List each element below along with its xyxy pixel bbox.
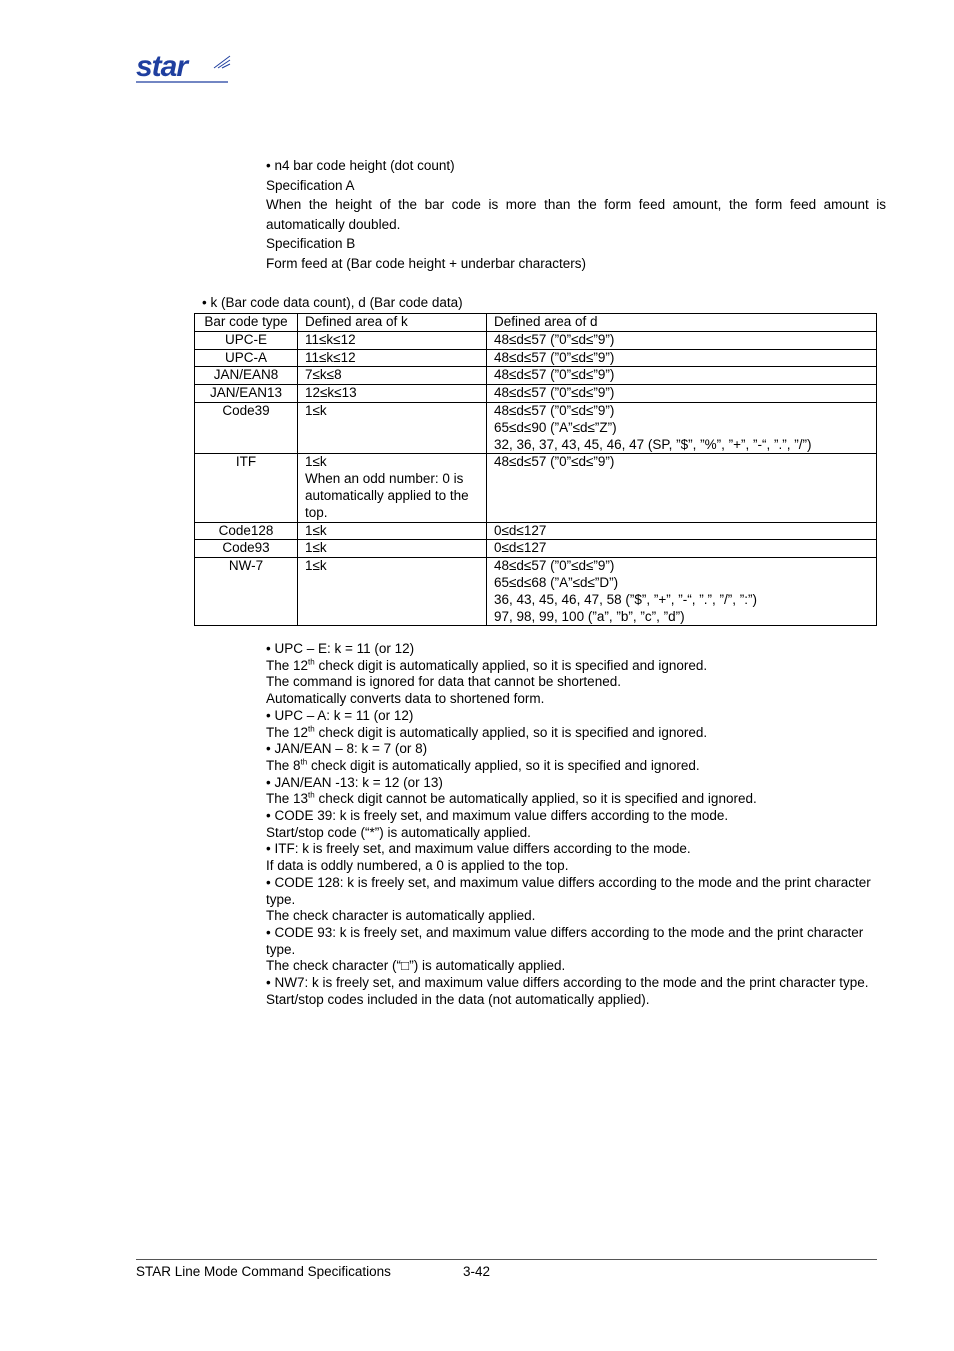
cell-defined-d: [487, 385, 877, 403]
bar-code-table: [194, 313, 877, 626]
cell-line: 65≤d≤68 (”A”≤d≤”D”): [494, 574, 619, 590]
note-text: • CODE 93: k is freely set, and maximum value differs according to the mode and the print character type.: [266, 924, 864, 957]
cell-bar-code-type: JAN/EAN8: [195, 367, 298, 385]
cell-defined-d: [487, 540, 877, 558]
cell-bar-code-type: UPC-A: [195, 349, 298, 367]
spec-a-text: When the height of the bar code is more than the form feed amount, the form feed amount is automatically doubled.: [266, 197, 886, 232]
note-line: [266, 775, 881, 792]
table-row: [195, 558, 877, 626]
note-text-cont: check digit is automatically applied, so it is specified and ignored.: [314, 657, 708, 673]
cell-line: When an odd number: 0 is automatically applied to the top.: [305, 471, 469, 520]
note-text: The check character is automatically applied.: [266, 908, 536, 924]
note-text: • JAN/EAN – 8: k = 7 (or 8): [266, 741, 428, 757]
n4-spec-block: [266, 156, 886, 274]
note-line: [266, 841, 881, 858]
note-text: Start/stop codes included in the data (not automatically applied).: [266, 991, 650, 1007]
cell-bar-code-type: UPC-E: [195, 331, 298, 349]
cell-defined-k: [298, 367, 487, 385]
header-defined-k: Defined area of k: [298, 314, 487, 332]
cell-defined-k: [298, 540, 487, 558]
note-text: If data is oddly numbered, a 0 is applied to the top.: [266, 858, 569, 874]
table-row: [195, 367, 877, 385]
note-line: [266, 992, 881, 1009]
note-line: [266, 791, 881, 808]
note-line: [266, 925, 881, 958]
note-text: The 13: [266, 791, 309, 807]
table-row: [195, 454, 877, 522]
cell-line: 12≤k≤13: [305, 385, 357, 401]
note-text-cont: check digit is automatically applied, so it is specified and ignored.: [307, 757, 700, 773]
cell-line: 48≤d≤57 (”0”≤d≤”9”): [494, 331, 615, 347]
note-text: The 12: [266, 657, 309, 673]
cell-line: 1≤k: [305, 402, 327, 418]
cell-line: 97, 98, 99, 100 (”a”, ”b”, ”c”, ”d”): [494, 608, 685, 624]
cell-defined-d: [487, 367, 877, 385]
ordinal-suffix: th: [308, 790, 315, 800]
notes-block: [266, 641, 881, 1008]
table-header-row: [195, 314, 877, 332]
table-row: [195, 385, 877, 403]
cell-bar-code-type: ITF: [195, 454, 298, 522]
note-text: • CODE 128: k is freely set, and maximum value differs according to the mode and the print character type.: [266, 874, 871, 907]
table-row: [195, 349, 877, 367]
cell-line: 48≤d≤57 (”0”≤d≤”9”): [494, 402, 615, 418]
n4-title: • n4 bar code height (dot count): [266, 158, 455, 173]
note-text: The 8: [266, 757, 301, 773]
note-text: Automatically converts data to shortened form.: [266, 691, 545, 707]
note-text-cont: check digit cannot be automatically applied, so it is specified and ignored.: [314, 791, 757, 807]
table-row: [195, 540, 877, 558]
header-bar-code-type: Bar code type: [195, 314, 298, 332]
note-line: [266, 641, 881, 658]
cell-line: 0≤d≤127: [494, 522, 547, 538]
note-line: [266, 741, 881, 758]
cell-defined-k: [298, 558, 487, 626]
note-text: • NW7: k is freely set, and maximum value differs according to the mode and the print character type.: [266, 975, 869, 991]
footer-title: STAR Line Mode Command Specifications: [136, 1264, 391, 1279]
table-caption: • k (Bar code data count), d (Bar code data): [202, 295, 463, 310]
note-text: The command is ignored for data that cannot be shortened.: [266, 674, 621, 690]
spec-a-label: Specification A: [266, 177, 355, 193]
cell-defined-d: [487, 522, 877, 540]
cell-defined-k: [298, 454, 487, 522]
svg-text:star: star: [136, 50, 188, 83]
note-line: [266, 708, 881, 725]
note-text: • ITF: k is freely set, and maximum value differs according to the mode.: [266, 841, 691, 857]
cell-line: 7≤k≤8: [305, 367, 342, 383]
note-text: The 12: [266, 724, 309, 740]
cell-bar-code-type: NW-7: [195, 558, 298, 626]
cell-bar-code-type: Code39: [195, 402, 298, 453]
cell-line: 48≤d≤57 (”0”≤d≤”9”): [494, 367, 615, 383]
note-text: • UPC – A: k = 11 (or 12): [266, 707, 414, 723]
note-text: • UPC – E: k = 11 (or 12): [266, 641, 415, 656]
note-text: • JAN/EAN -13: k = 12 (or 13): [266, 774, 443, 790]
note-line: [266, 858, 881, 875]
note-line: [266, 691, 881, 708]
cell-line: 48≤d≤57 (”0”≤d≤”9”): [494, 558, 615, 574]
note-line: [266, 975, 881, 992]
cell-defined-k: [298, 349, 487, 367]
cell-line: 11≤k≤12: [305, 349, 356, 365]
cell-defined-k: [298, 522, 487, 540]
cell-bar-code-type: Code93: [195, 540, 298, 558]
cell-line: 48≤d≤57 (”0”≤d≤”9”): [494, 349, 615, 365]
note-line: [266, 674, 881, 691]
star-logo-mark: [136, 50, 232, 84]
cell-defined-d: [487, 402, 877, 453]
cell-line: 0≤d≤127: [494, 540, 547, 556]
cell-line: 36, 43, 45, 46, 47, 58 (”$”, ”+”, ”-“, ”.”, ”/”, ”:”): [494, 591, 757, 607]
note-line: [266, 758, 881, 775]
note-text-cont: check digit is automatically applied, so it is specified and ignored.: [314, 724, 708, 740]
spec-b-text: Form feed at (Bar code height + underbar characters): [266, 255, 587, 271]
cell-line: 11≤k≤12: [305, 331, 356, 347]
note-text: The check character (“□”) is automatically applied.: [266, 958, 566, 974]
star-logo: [136, 50, 232, 84]
cell-defined-k: [298, 402, 487, 453]
page-number: 3-42: [463, 1264, 491, 1279]
table-row: [195, 331, 877, 349]
table-body: [195, 331, 877, 626]
note-text: Start/stop code (“*”) is automatically applied.: [266, 824, 531, 840]
ordinal-suffix: th: [308, 724, 315, 734]
note-text: • CODE 39: k is freely set, and maximum value differs according to the mode.: [266, 808, 729, 824]
spec-b-label: Specification B: [266, 236, 356, 252]
cell-defined-k: [298, 385, 487, 403]
cell-line: 1≤k: [305, 540, 327, 556]
ordinal-suffix: th: [308, 657, 315, 667]
cell-line: 48≤d≤57 (”0”≤d≤”9”): [494, 454, 615, 470]
note-line: [266, 958, 881, 975]
cell-bar-code-type: Code128: [195, 522, 298, 540]
cell-defined-d: [487, 349, 877, 367]
note-line: [266, 658, 881, 675]
cell-bar-code-type: JAN/EAN13: [195, 385, 298, 403]
cell-line: 32, 36, 37, 43, 45, 46, 47 (SP, ”$”, ”%”, ”+”, ”-“, ”.”, ”/”): [494, 436, 812, 452]
note-line: [266, 725, 881, 742]
cell-line: 65≤d≤90 (”A”≤d≤”Z”): [494, 419, 617, 435]
table-row: [195, 402, 877, 453]
ordinal-suffix: th: [300, 757, 308, 767]
note-line: [266, 825, 881, 842]
table-row: [195, 522, 877, 540]
note-line: [266, 908, 881, 925]
header-defined-d: Defined area of d: [487, 314, 877, 332]
cell-line: 1≤k: [305, 558, 327, 574]
cell-defined-d: [487, 454, 877, 522]
cell-line: 1≤k: [305, 522, 327, 538]
cell-defined-d: [487, 331, 877, 349]
cell-defined-d: [487, 558, 877, 626]
note-line: [266, 875, 881, 908]
note-line: [266, 808, 881, 825]
cell-line: 1≤k: [305, 454, 327, 470]
footer-rule: [136, 1259, 877, 1260]
cell-defined-k: [298, 331, 487, 349]
cell-line: 48≤d≤57 (”0”≤d≤”9”): [494, 385, 615, 401]
